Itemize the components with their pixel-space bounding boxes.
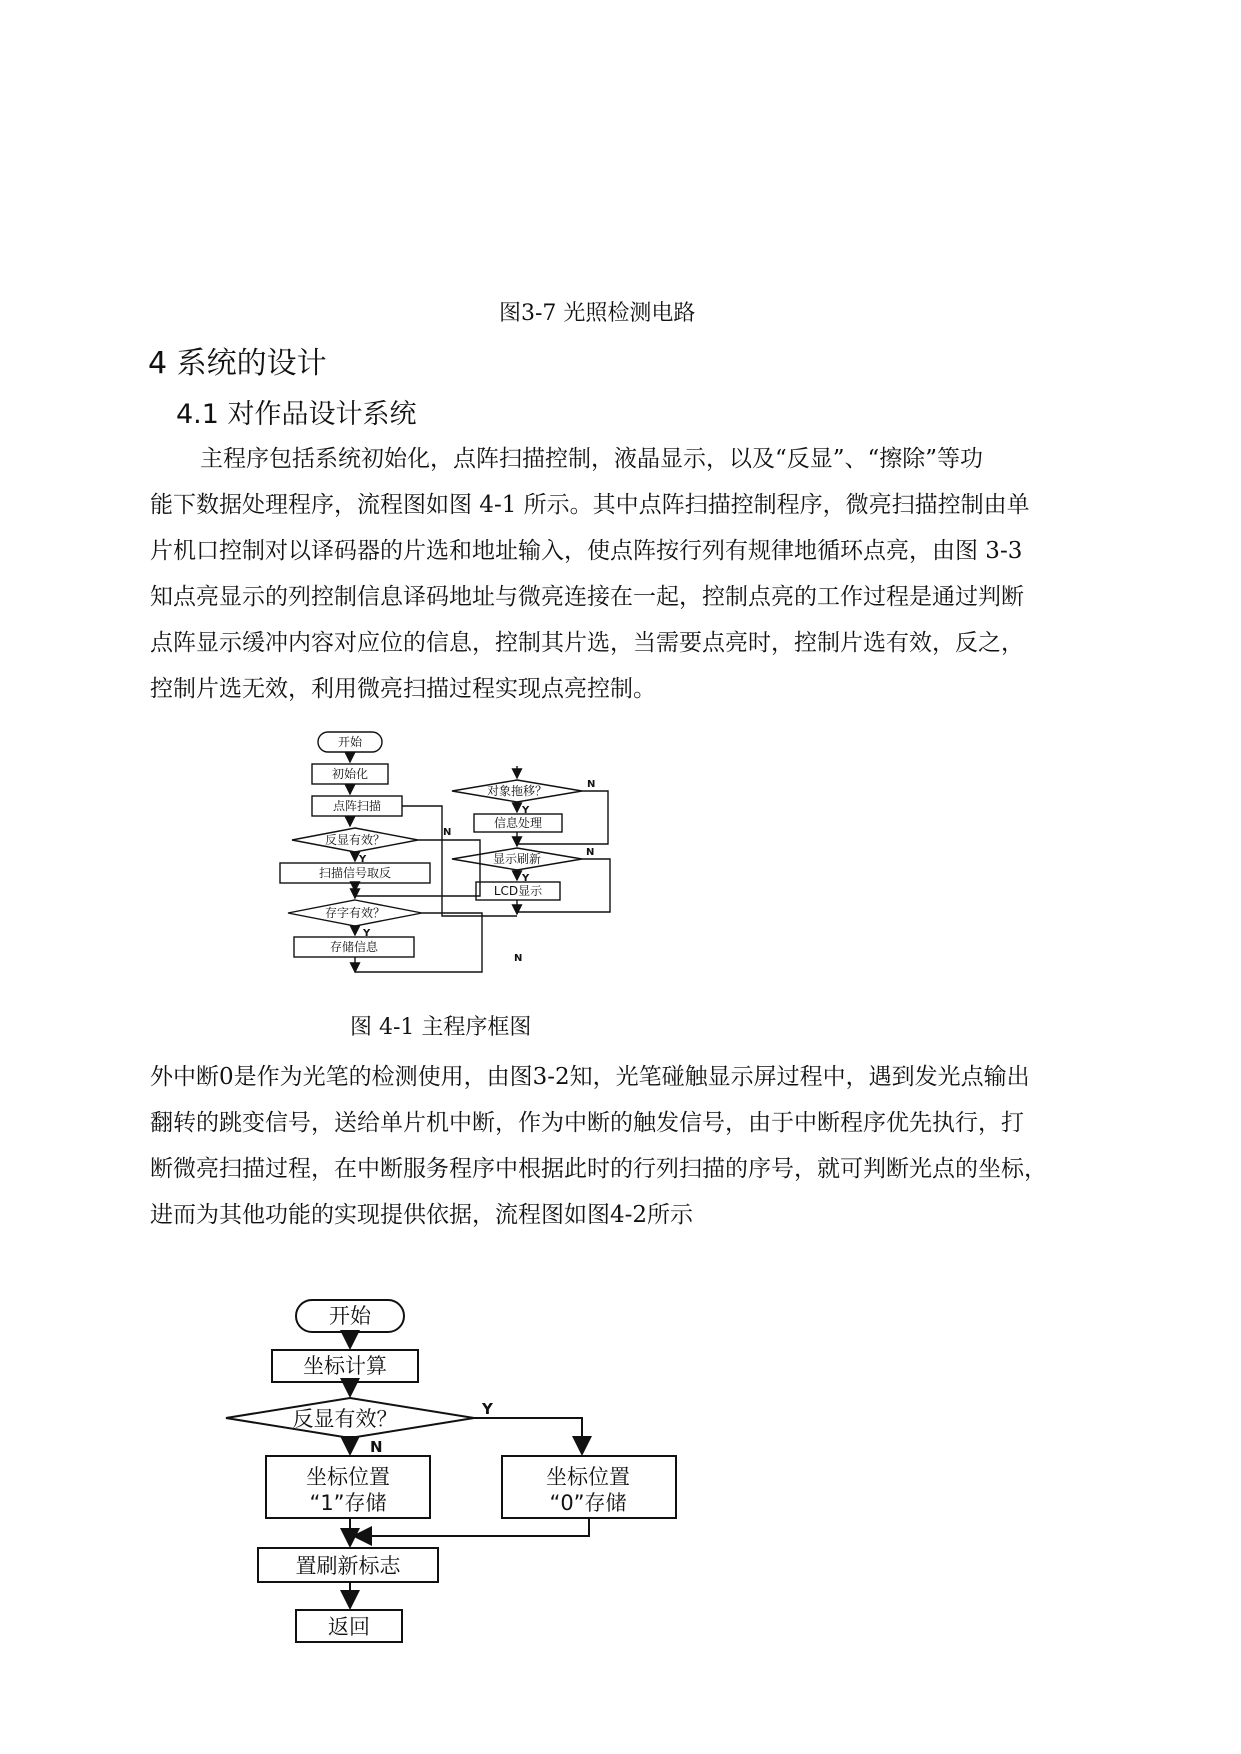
start-label: 开始 — [329, 1304, 371, 1328]
store1-line2: “1”存储 — [309, 1491, 387, 1515]
figure-4-1-caption: 图 4-1 主程序框图 — [350, 1015, 532, 1040]
init-label: 初始化 — [331, 767, 369, 781]
set-flag-label: 置刷新标志 — [295, 1554, 401, 1578]
start-label: 开始 — [337, 735, 363, 749]
section-heading-4-1: 4.1 对作品设计系统 — [176, 399, 417, 430]
store0-line1: 坐标位置 — [546, 1465, 630, 1489]
paragraph-line: 片机口控制对以译码器的片选和地址输入，使点阵按行列有规律地循环点亮，由图 3-3 — [150, 538, 1023, 564]
invert-yes-label: Y — [359, 854, 367, 865]
invert-valid-label: 反显有效？ — [292, 1407, 398, 1431]
paragraph-line: 进而为其他功能的实现提供依据，流程图如图4-2所示 — [150, 1202, 694, 1228]
info-process-label: 信息处理 — [493, 816, 543, 830]
store1-line1: 坐标位置 — [306, 1465, 390, 1489]
return-label: 返回 — [328, 1615, 370, 1639]
scan-label: 点阵扫描 — [332, 799, 382, 813]
paragraph-interrupt — [150, 1054, 1100, 1238]
paragraph-line: 控制片选无效，利用微亮扫描过程实现点亮控制。 — [150, 676, 656, 702]
invert-scan-label: 扫描信号取反 — [318, 866, 392, 880]
paragraph-line: 断微亮扫描过程，在中断服务程序中根据此时的行列扫描的序号，就可判断光点的坐标， — [150, 1156, 1047, 1182]
store0-line2: “0”存储 — [549, 1491, 627, 1515]
save-yes-label: Y — [363, 928, 371, 939]
move-yes-label: Y — [522, 805, 530, 816]
yes-label: Y — [482, 1400, 493, 1418]
refresh-yes-label: Y — [522, 873, 530, 884]
section-heading-4: 4 系统的设计 — [148, 346, 327, 381]
lcd-display-label: LCD显示 — [493, 884, 543, 898]
paragraph-line: 主程序包括系统初始化，点阵扫描控制，液晶显示，以及“反显”、“擦除”等功 — [200, 446, 984, 472]
calc-label: 坐标计算 — [303, 1354, 387, 1378]
paragraph-line: 能下数据处理程序，流程图如图 4-1 所示。其中点阵扫描控制程序，微亮扫描控制由单 — [150, 492, 1030, 518]
paragraph-line: 点阵显示缓冲内容对应位的信息，控制其片选，当需要点亮时，控制片选有效，反之， — [150, 630, 1024, 656]
paragraph-line: 知点亮显示的列控制信息译码地址与微亮连接在一起，控制点亮的工作过程是通过判断 — [150, 584, 1024, 610]
display-refresh-label: 显示刷新 — [492, 852, 542, 866]
paragraph-line: 翻转的跳变信号，送给单片机中断，作为中断的触发信号，由于中断程序优先执行，打 — [150, 1110, 1024, 1136]
save-no-label: N — [514, 953, 523, 964]
save-valid-label: 存字有效？ — [324, 906, 386, 920]
no-label: N — [370, 1438, 383, 1456]
interrupt-flowchart — [220, 1298, 700, 1668]
object-move-label: 对象拖移？ — [486, 784, 548, 798]
refresh-no-label: N — [586, 847, 595, 858]
move-no-label: N — [587, 779, 596, 790]
main-program-flowchart — [260, 728, 710, 990]
paragraph-line: 外中断0是作为光笔的检测使用，由图3-2知，光笔碰触显示屏过程中，遇到发光点输出 — [150, 1064, 1030, 1090]
invert-valid-label: 反显有效？ — [324, 833, 386, 847]
save-info-label: 存储信息 — [329, 940, 379, 954]
invert-no-label: N — [443, 827, 452, 838]
figure-3-7-caption: 图3-7 光照检测电路 — [499, 301, 696, 326]
paragraph-main-program — [150, 436, 1100, 712]
